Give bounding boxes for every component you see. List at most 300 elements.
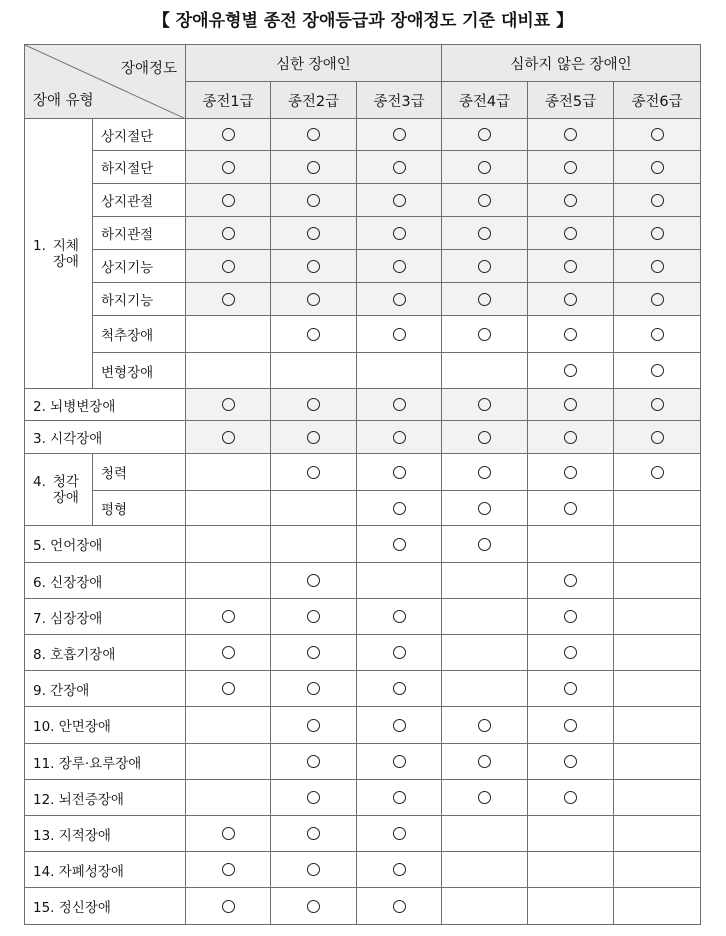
circle-mark-icon — [478, 791, 491, 804]
grade-cell — [271, 421, 357, 454]
grade-cell — [614, 816, 701, 852]
circle-mark-icon — [307, 646, 320, 659]
grade-cell — [528, 283, 614, 316]
grade-cell — [357, 744, 442, 780]
subcategory-label: 청력 — [93, 454, 186, 491]
grade-header-5: 종전5급 — [528, 82, 614, 119]
circle-mark-icon — [222, 646, 235, 659]
grade-cell — [614, 526, 701, 563]
grade-cell — [614, 563, 701, 599]
grade-cell — [528, 353, 614, 389]
grade-cell — [357, 421, 442, 454]
grade-cell — [186, 151, 271, 184]
grade-cell — [528, 184, 614, 217]
table-row — [25, 707, 701, 744]
grade-cell — [528, 151, 614, 184]
category-label-line1: 지체 — [52, 237, 79, 254]
grade-cell — [186, 316, 271, 353]
grade-cell — [528, 635, 614, 671]
circle-mark-icon — [393, 161, 406, 174]
circle-mark-icon — [651, 328, 664, 341]
circle-mark-icon — [222, 227, 235, 240]
table-row — [25, 454, 701, 491]
circle-mark-icon — [564, 682, 577, 695]
grade-cell — [442, 316, 528, 353]
grade-cell — [528, 119, 614, 151]
grade-cell — [357, 888, 442, 925]
circle-mark-icon — [307, 328, 320, 341]
grade-cell — [271, 888, 357, 925]
table-row — [25, 151, 701, 184]
grade-cell — [186, 671, 271, 707]
grade-cell — [442, 454, 528, 491]
grade-cell — [442, 151, 528, 184]
subcategory-label: 평형 — [93, 491, 186, 526]
grade-cell — [442, 353, 528, 389]
grade-cell — [614, 671, 701, 707]
subcategory-label: 상지절단 — [93, 119, 186, 151]
category-label: 15. 정신장애 — [25, 888, 186, 925]
grade-cell — [528, 707, 614, 744]
circle-mark-icon — [222, 194, 235, 207]
grade-cell — [357, 217, 442, 250]
circle-mark-icon — [393, 791, 406, 804]
table-row — [25, 184, 701, 217]
circle-mark-icon — [478, 260, 491, 273]
grade-cell — [528, 421, 614, 454]
circle-mark-icon — [307, 827, 320, 840]
circle-mark-icon — [307, 227, 320, 240]
circle-mark-icon — [478, 161, 491, 174]
circle-mark-icon — [564, 646, 577, 659]
grade-cell — [186, 389, 271, 421]
grade-header-4: 종전4급 — [442, 82, 528, 119]
table-row — [25, 635, 701, 671]
grade-cell — [614, 491, 701, 526]
circle-mark-icon — [564, 364, 577, 377]
subcategory-label: 상지기능 — [93, 250, 186, 283]
grade-cell — [614, 119, 701, 151]
grade-cell — [186, 816, 271, 852]
circle-mark-icon — [564, 431, 577, 444]
grade-cell — [271, 526, 357, 563]
grade-cell — [186, 780, 271, 816]
grade-cell — [357, 526, 442, 563]
grade-cell — [186, 454, 271, 491]
grade-cell — [271, 250, 357, 283]
circle-mark-icon — [393, 900, 406, 913]
circle-mark-icon — [222, 610, 235, 623]
grade-cell — [528, 316, 614, 353]
grade-cell — [614, 744, 701, 780]
circle-mark-icon — [393, 431, 406, 444]
category-label: 5. 언어장애 — [25, 526, 186, 563]
circle-mark-icon — [393, 538, 406, 551]
circle-mark-icon — [393, 293, 406, 306]
circle-mark-icon — [393, 610, 406, 623]
circle-mark-icon — [651, 431, 664, 444]
circle-mark-icon — [393, 502, 406, 515]
grade-cell — [442, 563, 528, 599]
category-cell-physical — [25, 119, 93, 389]
category-label-line2: 장애 — [52, 253, 79, 270]
circle-mark-icon — [478, 431, 491, 444]
grade-cell — [271, 491, 357, 526]
grade-cell — [442, 852, 528, 888]
grade-cell — [442, 119, 528, 151]
table-row — [25, 526, 701, 563]
circle-mark-icon — [564, 398, 577, 411]
grade-cell — [186, 353, 271, 389]
grade-cell — [186, 217, 271, 250]
table-row — [25, 353, 701, 389]
grade-cell — [614, 780, 701, 816]
circle-mark-icon — [307, 791, 320, 804]
circle-mark-icon — [393, 827, 406, 840]
corner-label-severity: 장애정도 — [120, 61, 177, 77]
grade-cell — [442, 217, 528, 250]
grade-cell — [528, 217, 614, 250]
circle-mark-icon — [307, 900, 320, 913]
circle-mark-icon — [393, 682, 406, 695]
grade-cell — [357, 780, 442, 816]
grade-cell — [442, 599, 528, 635]
circle-mark-icon — [564, 161, 577, 174]
circle-mark-icon — [478, 194, 491, 207]
grade-cell — [357, 454, 442, 491]
corner-label-type: 장애 유형 — [33, 93, 94, 109]
grade-cell — [357, 316, 442, 353]
grade-cell — [186, 119, 271, 151]
circle-mark-icon — [307, 161, 320, 174]
circle-mark-icon — [564, 293, 577, 306]
circle-mark-icon — [307, 431, 320, 444]
table-row — [25, 780, 701, 816]
grade-header-2: 종전2급 — [271, 82, 357, 119]
circle-mark-icon — [478, 719, 491, 732]
grade-cell — [271, 454, 357, 491]
grade-cell — [357, 563, 442, 599]
grade-cell — [528, 526, 614, 563]
grade-cell — [614, 283, 701, 316]
category-label: 7. 심장장애 — [25, 599, 186, 635]
circle-mark-icon — [222, 293, 235, 306]
corner-header-cell — [25, 45, 186, 119]
circle-mark-icon — [564, 791, 577, 804]
circle-mark-icon — [222, 161, 235, 174]
grade-cell — [357, 353, 442, 389]
grade-cell — [357, 707, 442, 744]
circle-mark-icon — [651, 466, 664, 479]
grade-cell — [528, 671, 614, 707]
grade-cell — [271, 744, 357, 780]
subcategory-label: 하지기능 — [93, 283, 186, 316]
category-label: 6. 신장장애 — [25, 563, 186, 599]
circle-mark-icon — [478, 398, 491, 411]
grade-cell — [442, 421, 528, 454]
grade-cell — [614, 707, 701, 744]
grade-cell — [442, 526, 528, 563]
circle-mark-icon — [478, 502, 491, 515]
table-row — [25, 888, 701, 925]
grade-cell — [271, 563, 357, 599]
grade-cell — [186, 744, 271, 780]
grade-cell — [357, 283, 442, 316]
circle-mark-icon — [651, 227, 664, 240]
circle-mark-icon — [651, 364, 664, 377]
grade-cell — [528, 780, 614, 816]
circle-mark-icon — [478, 466, 491, 479]
circle-mark-icon — [222, 863, 235, 876]
category-label: 14. 자폐성장애 — [25, 852, 186, 888]
table-row — [25, 852, 701, 888]
grade-cell — [442, 250, 528, 283]
circle-mark-icon — [393, 328, 406, 341]
grade-cell — [442, 389, 528, 421]
circle-mark-icon — [222, 398, 235, 411]
circle-mark-icon — [307, 293, 320, 306]
grade-cell — [528, 389, 614, 421]
grade-cell — [528, 250, 614, 283]
circle-mark-icon — [478, 755, 491, 768]
subcategory-label: 상지관절 — [93, 184, 186, 217]
table-row — [25, 283, 701, 316]
grade-cell — [442, 888, 528, 925]
category-label: 3. 시각장애 — [25, 421, 186, 454]
circle-mark-icon — [564, 755, 577, 768]
grade-cell — [357, 852, 442, 888]
grade-cell — [442, 744, 528, 780]
grade-cell — [271, 671, 357, 707]
grade-cell — [357, 599, 442, 635]
table-row — [25, 119, 701, 151]
grade-cell — [442, 283, 528, 316]
grade-cell — [614, 888, 701, 925]
grade-cell — [271, 184, 357, 217]
circle-mark-icon — [564, 466, 577, 479]
circle-mark-icon — [478, 328, 491, 341]
table-row — [25, 316, 701, 353]
category-label: 9. 간장애 — [25, 671, 186, 707]
grade-cell — [442, 816, 528, 852]
category-label-line1: 청각 — [52, 473, 79, 490]
circle-mark-icon — [564, 502, 577, 515]
grade-cell — [614, 852, 701, 888]
category-label: 12. 뇌전증장애 — [25, 780, 186, 816]
grade-cell — [614, 184, 701, 217]
grade-cell — [271, 780, 357, 816]
category-label: 13. 지적장애 — [25, 816, 186, 852]
circle-mark-icon — [393, 398, 406, 411]
grade-cell — [614, 599, 701, 635]
grade-cell — [528, 744, 614, 780]
grade-cell — [357, 151, 442, 184]
grade-cell — [271, 283, 357, 316]
circle-mark-icon — [222, 128, 235, 141]
circle-mark-icon — [222, 682, 235, 695]
grade-cell — [442, 184, 528, 217]
grade-cell — [442, 707, 528, 744]
grade-cell — [614, 635, 701, 671]
circle-mark-icon — [307, 260, 320, 273]
grade-cell — [186, 707, 271, 744]
grade-cell — [528, 491, 614, 526]
category-label: 10. 안면장애 — [25, 707, 186, 744]
grade-cell — [186, 563, 271, 599]
circle-mark-icon — [307, 719, 320, 732]
table-row — [25, 744, 701, 780]
category-cell-hearing — [25, 454, 93, 526]
circle-mark-icon — [222, 827, 235, 840]
grade-cell — [614, 353, 701, 389]
category-label: 11. 장루·요루장애 — [25, 744, 186, 780]
circle-mark-icon — [393, 719, 406, 732]
grade-cell — [186, 184, 271, 217]
table-row — [25, 250, 701, 283]
category-label: 8. 호흡기장애 — [25, 635, 186, 671]
circle-mark-icon — [651, 161, 664, 174]
circle-mark-icon — [307, 574, 320, 587]
grade-cell — [614, 217, 701, 250]
grade-cell — [614, 316, 701, 353]
circle-mark-icon — [651, 194, 664, 207]
grade-cell — [271, 707, 357, 744]
grade-cell — [614, 250, 701, 283]
circle-mark-icon — [651, 260, 664, 273]
circle-mark-icon — [393, 755, 406, 768]
grade-cell — [186, 852, 271, 888]
comparison-table — [24, 44, 701, 925]
category-label: 2. 뇌병변장애 — [25, 389, 186, 421]
grade-cell — [271, 119, 357, 151]
grade-cell — [614, 151, 701, 184]
grade-cell — [271, 816, 357, 852]
page-title: 【 장애유형별 종전 장애등급과 장애정도 기준 대비표 】 — [152, 11, 574, 31]
grade-cell — [357, 671, 442, 707]
grade-cell — [271, 389, 357, 421]
circle-mark-icon — [222, 900, 235, 913]
grade-cell — [357, 250, 442, 283]
circle-mark-icon — [307, 610, 320, 623]
grade-cell — [357, 119, 442, 151]
circle-mark-icon — [564, 227, 577, 240]
table-row — [25, 599, 701, 635]
circle-mark-icon — [393, 227, 406, 240]
circle-mark-icon — [393, 466, 406, 479]
table-row — [25, 563, 701, 599]
grade-cell — [528, 454, 614, 491]
circle-mark-icon — [478, 538, 491, 551]
grade-cell — [442, 491, 528, 526]
circle-mark-icon — [393, 646, 406, 659]
circle-mark-icon — [307, 755, 320, 768]
circle-mark-icon — [307, 466, 320, 479]
grade-cell — [614, 454, 701, 491]
circle-mark-icon — [564, 194, 577, 207]
grade-cell — [357, 184, 442, 217]
table-row — [25, 421, 701, 454]
grade-cell — [442, 635, 528, 671]
circle-mark-icon — [478, 227, 491, 240]
grade-cell — [528, 599, 614, 635]
circle-mark-icon — [564, 328, 577, 341]
circle-mark-icon — [478, 293, 491, 306]
grade-cell — [271, 635, 357, 671]
grade-cell — [357, 491, 442, 526]
grade-cell — [442, 780, 528, 816]
table-row — [25, 816, 701, 852]
circle-mark-icon — [564, 719, 577, 732]
circle-mark-icon — [222, 431, 235, 444]
circle-mark-icon — [307, 194, 320, 207]
grade-cell — [186, 421, 271, 454]
grade-header-6: 종전6급 — [614, 82, 701, 119]
grade-cell — [528, 888, 614, 925]
category-number: 4. — [33, 473, 46, 490]
circle-mark-icon — [651, 293, 664, 306]
grade-cell — [614, 421, 701, 454]
grade-cell — [186, 888, 271, 925]
grade-cell — [186, 283, 271, 316]
circle-mark-icon — [478, 128, 491, 141]
subcategory-label: 변형장애 — [93, 353, 186, 389]
group-header-mild: 심하지 않은 장애인 — [442, 45, 701, 82]
grade-cell — [442, 671, 528, 707]
group-header-severe: 심한 장애인 — [186, 45, 442, 82]
circle-mark-icon — [393, 863, 406, 876]
circle-mark-icon — [307, 128, 320, 141]
grade-cell — [271, 151, 357, 184]
table-row — [25, 217, 701, 250]
category-label-line2: 장애 — [52, 489, 79, 506]
grade-cell — [186, 599, 271, 635]
circle-mark-icon — [651, 128, 664, 141]
circle-mark-icon — [307, 863, 320, 876]
circle-mark-icon — [307, 398, 320, 411]
circle-mark-icon — [222, 260, 235, 273]
grade-cell — [528, 852, 614, 888]
grade-cell — [271, 599, 357, 635]
grade-header-3: 종전3급 — [357, 82, 442, 119]
circle-mark-icon — [564, 610, 577, 623]
grade-cell — [186, 491, 271, 526]
grade-cell — [357, 816, 442, 852]
circle-mark-icon — [564, 260, 577, 273]
circle-mark-icon — [564, 128, 577, 141]
circle-mark-icon — [307, 682, 320, 695]
grade-cell — [528, 563, 614, 599]
circle-mark-icon — [393, 194, 406, 207]
grade-cell — [528, 816, 614, 852]
circle-mark-icon — [564, 574, 577, 587]
subcategory-label: 하지절단 — [93, 151, 186, 184]
table-row — [25, 491, 701, 526]
grade-cell — [271, 217, 357, 250]
circle-mark-icon — [393, 128, 406, 141]
subcategory-label: 척추장애 — [93, 316, 186, 353]
subcategory-label: 하지관절 — [93, 217, 186, 250]
circle-mark-icon — [651, 398, 664, 411]
circle-mark-icon — [393, 260, 406, 273]
grade-cell — [271, 852, 357, 888]
table-row — [25, 671, 701, 707]
grade-cell — [614, 389, 701, 421]
grade-cell — [186, 635, 271, 671]
category-number: 1. — [33, 237, 46, 254]
grade-cell — [357, 635, 442, 671]
grade-cell — [186, 250, 271, 283]
grade-cell — [357, 389, 442, 421]
